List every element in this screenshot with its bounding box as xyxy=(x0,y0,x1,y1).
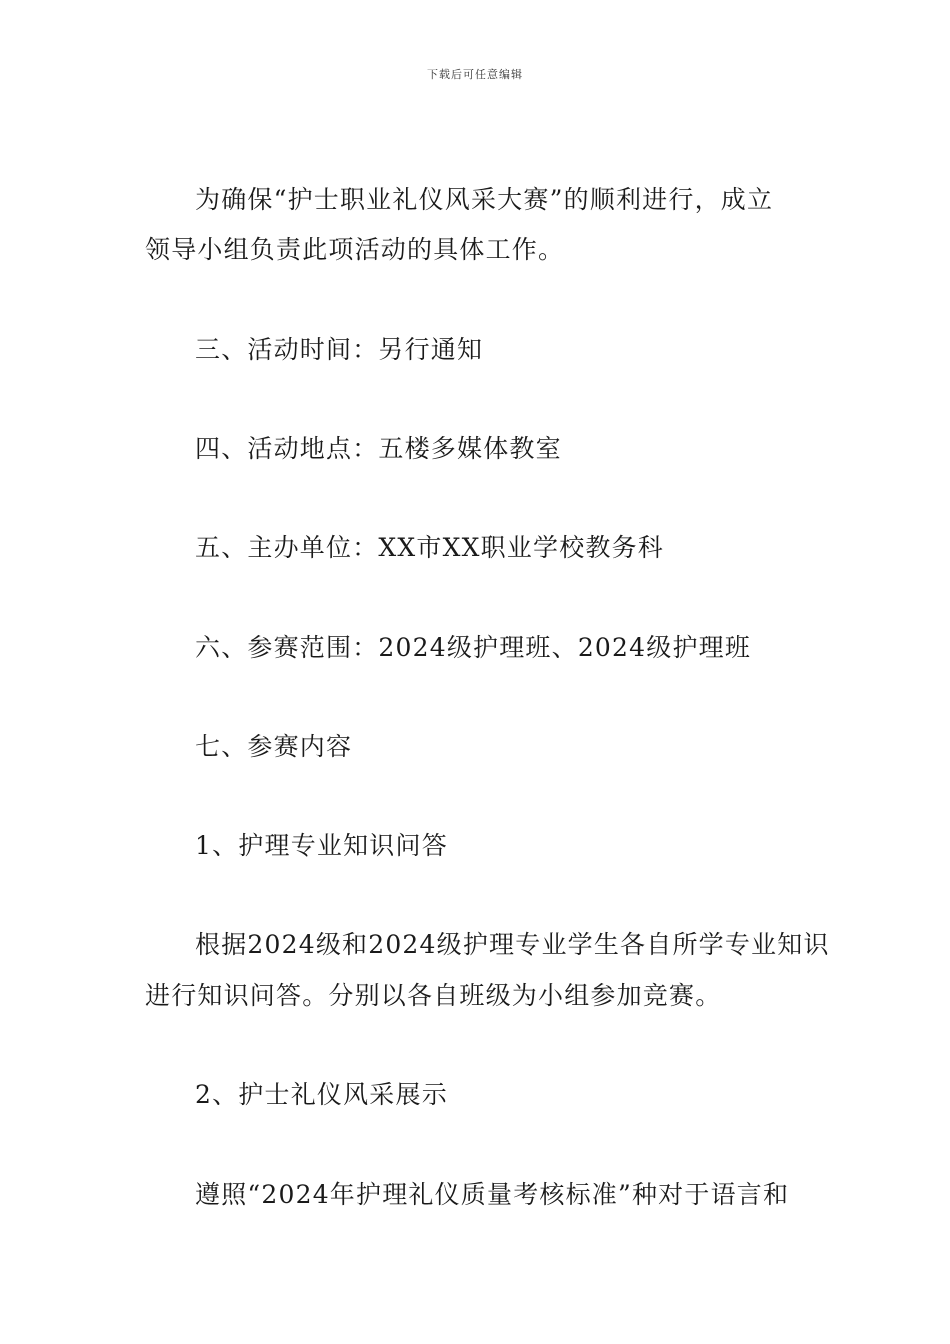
section-heading-organizer: 五、主办单位：XX市XX职业学校教务科 xyxy=(195,533,664,562)
paragraph-line: 进行知识问答。分别以各自班级为小组参加竞赛。 xyxy=(145,981,722,1010)
section-heading-scope: 六、参赛范围：2024级护理班、2024级护理班 xyxy=(195,633,752,662)
section-heading-content: 七、参赛内容 xyxy=(195,732,353,761)
paragraph-line: 领导小组负责此项活动的具体工作。 xyxy=(145,235,565,264)
subsection-title-etiquette-show: 2、护士礼仪风采展示 xyxy=(195,1080,448,1109)
section-heading-time: 三、活动时间：另行通知 xyxy=(195,335,484,364)
header-note: 下载后可任意编辑 xyxy=(427,68,523,81)
paragraph-line: 为确保“护士职业礼仪风采大赛”的顺利进行，成立 xyxy=(195,185,774,214)
paragraph-line: 根据2024级和2024级护理专业学生各自所学专业知识 xyxy=(195,930,830,959)
paragraph-line: 遵照“2024年护理礼仪质量考核标准”种对于语言和 xyxy=(195,1180,790,1209)
subsection-title-knowledge-quiz: 1、护理专业知识问答 xyxy=(195,831,448,860)
section-heading-location: 四、活动地点：五楼多媒体教室 xyxy=(195,434,562,463)
